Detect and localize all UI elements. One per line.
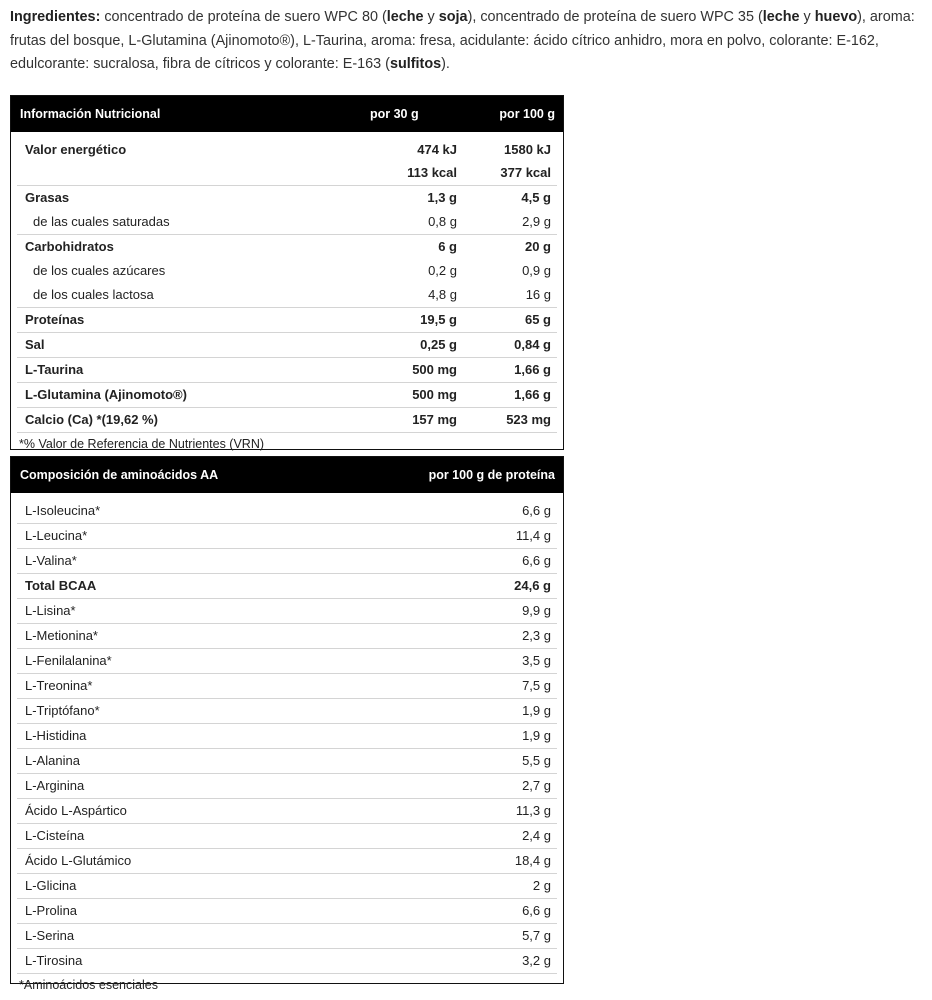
nutrient-value-100g: 4,5 g [521, 190, 551, 205]
amino-row [17, 574, 557, 599]
amino-row [17, 549, 557, 574]
amino-label: L-Glicina [25, 878, 77, 893]
nutrition-row-energy [17, 138, 557, 186]
amino-label: Ácido L-Glutámico [25, 853, 132, 868]
nutrition-row [17, 259, 557, 283]
nutrient-value-30g: 0,25 g [420, 337, 457, 352]
nutrient-value-100g: 0,9 g [522, 263, 551, 278]
nutrient-value-100g: 1,66 g [514, 362, 551, 377]
nutrition-table-body [11, 132, 563, 433]
nutrition-table-header [11, 96, 563, 132]
nutrient-value-30g: 0,2 g [428, 263, 457, 278]
nutrient-value-30g: 1,3 g [427, 190, 457, 205]
nutrition-row [17, 358, 557, 383]
amino-label: L-Arginina [25, 778, 85, 793]
allergen-soy: soja [438, 9, 468, 25]
amino-value: 3,2 g [522, 953, 551, 968]
nutrient-value-100g: 0,84 g [514, 337, 551, 352]
amino-table [10, 456, 564, 992]
amino-row [17, 724, 557, 749]
amino-table-header [11, 457, 563, 493]
allergen-milk: leche [386, 9, 424, 25]
amino-value: 3,5 g [522, 653, 551, 668]
allergen-egg: huevo [814, 9, 858, 25]
nutrition-header-title: Información Nutricional [20, 107, 161, 121]
nutrient-label: L-Taurina [25, 362, 84, 377]
nutrient-value-30g: 157 mg [412, 412, 457, 427]
amino-value: 2,3 g [522, 628, 551, 643]
amino-label: Ácido L-Aspártico [25, 803, 127, 818]
nutrition-row [17, 235, 557, 259]
amino-row [17, 499, 557, 524]
amino-label: L-Fenilalanina* [25, 653, 112, 668]
nutrition-footnote: *% Valor de Referencia de Nutrientes (VRN) [19, 437, 265, 451]
amino-label: L-Cisteína [25, 828, 85, 843]
amino-label: L-Alanina [25, 753, 80, 768]
amino-row [17, 649, 557, 674]
amino-label: L-Triptófano* [25, 703, 100, 718]
amino-header-col: por 100 g de proteína [428, 468, 555, 482]
ingredients-part: ). [441, 56, 450, 72]
amino-value: 5,5 g [522, 753, 551, 768]
nutrition-row [17, 383, 557, 408]
nutrient-label: Carbohidratos [25, 239, 114, 254]
amino-label: L-Isoleucina* [25, 503, 101, 518]
nutrient-label: de las cuales saturadas [33, 214, 170, 229]
nutrient-value-100g: 65 g [524, 312, 551, 327]
amino-value: 6,6 g [522, 503, 551, 518]
nutrition-row [17, 308, 557, 333]
nutrient-label: Proteínas [25, 312, 85, 327]
amino-row [17, 849, 557, 874]
energy-kcal-30: 113 kcal [407, 165, 457, 180]
amino-row [17, 799, 557, 824]
amino-value: 24,6 g [514, 578, 551, 593]
amino-row [17, 874, 557, 899]
nutrient-label: Calcio (Ca) *(19,62 %) [25, 412, 158, 427]
amino-value: 5,7 g [522, 928, 551, 943]
amino-value: 11,4 g [515, 528, 551, 543]
amino-value: 6,6 g [522, 553, 551, 568]
amino-value: 9,9 g [522, 603, 551, 618]
amino-label: L-Lisina* [25, 603, 76, 618]
amino-label: L-Metionina* [25, 628, 98, 643]
amino-label: L-Leucina* [25, 528, 88, 543]
amino-footnote: *Aminoácidos esenciales [19, 978, 158, 992]
amino-table-body [11, 493, 563, 974]
nutrient-label: Grasas [25, 190, 70, 205]
nutrition-row [17, 186, 557, 210]
nutrient-value-100g: 20 g [524, 239, 551, 254]
nutrient-value-100g: 1,66 g [514, 387, 551, 402]
allergen-sulfites: sulfitos [389, 56, 442, 72]
nutrient-label: de los cuales lactosa [33, 287, 154, 302]
energy-kcal-100: 377 kcal [500, 165, 551, 180]
nutrient-label: Sal [25, 337, 45, 352]
ingredients-part: y [799, 9, 815, 25]
amino-value: 1,9 g [522, 728, 551, 743]
amino-row [17, 949, 557, 974]
nutrient-value-100g: 523 mg [506, 412, 551, 427]
amino-value: 18,4 g [514, 853, 551, 868]
nutrition-row [17, 408, 557, 433]
amino-value: 11,3 g [515, 803, 551, 818]
ingredients-label: Ingredientes: [10, 9, 101, 25]
amino-value: 2,7 g [522, 778, 551, 793]
nutrient-value-30g: 6 g [438, 239, 457, 254]
nutrient-value-100g: 16 g [525, 287, 551, 302]
amino-row [17, 699, 557, 724]
energy-kj-30: 474 kJ [417, 142, 457, 157]
nutrition-table [10, 95, 564, 450]
energy-kj-100: 1580 kJ [504, 142, 551, 157]
energy-label: Valor energético [25, 142, 127, 157]
nutrition-row [17, 283, 557, 308]
amino-row [17, 924, 557, 949]
nutrient-value-30g: 19,5 g [420, 312, 457, 327]
amino-label: L-Histidina [25, 728, 87, 743]
ingredients-part: concentrado de proteína de suero WPC 80 ( [100, 9, 387, 25]
amino-label: L-Valina* [25, 553, 77, 568]
amino-row [17, 524, 557, 549]
nutrition-header-col1: por 30 g [370, 107, 419, 121]
amino-row [17, 824, 557, 849]
amino-value: 1,9 g [522, 703, 551, 718]
nutrient-value-100g: 2,9 g [522, 214, 551, 229]
amino-row [17, 899, 557, 924]
amino-value: 6,6 g [522, 903, 551, 918]
nutrient-value-30g: 0,8 g [428, 214, 457, 229]
nutrient-label: de los cuales azúcares [33, 263, 166, 278]
allergen-milk: leche [762, 9, 800, 25]
nutrient-value-30g: 500 mg [412, 387, 457, 402]
ingredients-part: ), aroma: frutas del bosque, L-Glutamina (Ajinomoto®), L-Taurina, aroma: fresa, acidulante: ácido cítrico anhidro, mora en polvo, colorante: E-162, edulcorante: sucralosa, fibra de cítricos y colorante: E-163 ( [10, 9, 915, 72]
amino-value: 7,5 g [522, 678, 551, 693]
amino-row [17, 624, 557, 649]
amino-label: L-Prolina [25, 903, 78, 918]
ingredients-part: ), concentrado de proteína de suero WPC 35 ( [467, 9, 763, 25]
amino-label: L-Tirosina [25, 953, 83, 968]
amino-row [17, 674, 557, 699]
ingredients-text [10, 6, 922, 77]
amino-row [17, 599, 557, 624]
amino-value: 2 g [532, 878, 551, 893]
amino-header-title: Composición de aminoácidos AA [20, 468, 219, 482]
nutrition-header-col2: por 100 g [499, 107, 555, 121]
amino-row [17, 774, 557, 799]
nutrient-label: L-Glutamina (Ajinomoto®) [25, 387, 187, 402]
amino-label: L-Serina [25, 928, 75, 943]
amino-row [17, 749, 557, 774]
nutrition-row [17, 210, 557, 235]
amino-label: Total BCAA [25, 578, 97, 593]
ingredients-part: y [423, 9, 439, 25]
amino-label: L-Treonina* [25, 678, 93, 693]
nutrition-row [17, 333, 557, 358]
amino-value: 2,4 g [522, 828, 551, 843]
nutrient-value-30g: 4,8 g [428, 287, 457, 302]
nutrient-value-30g: 500 mg [412, 362, 457, 377]
